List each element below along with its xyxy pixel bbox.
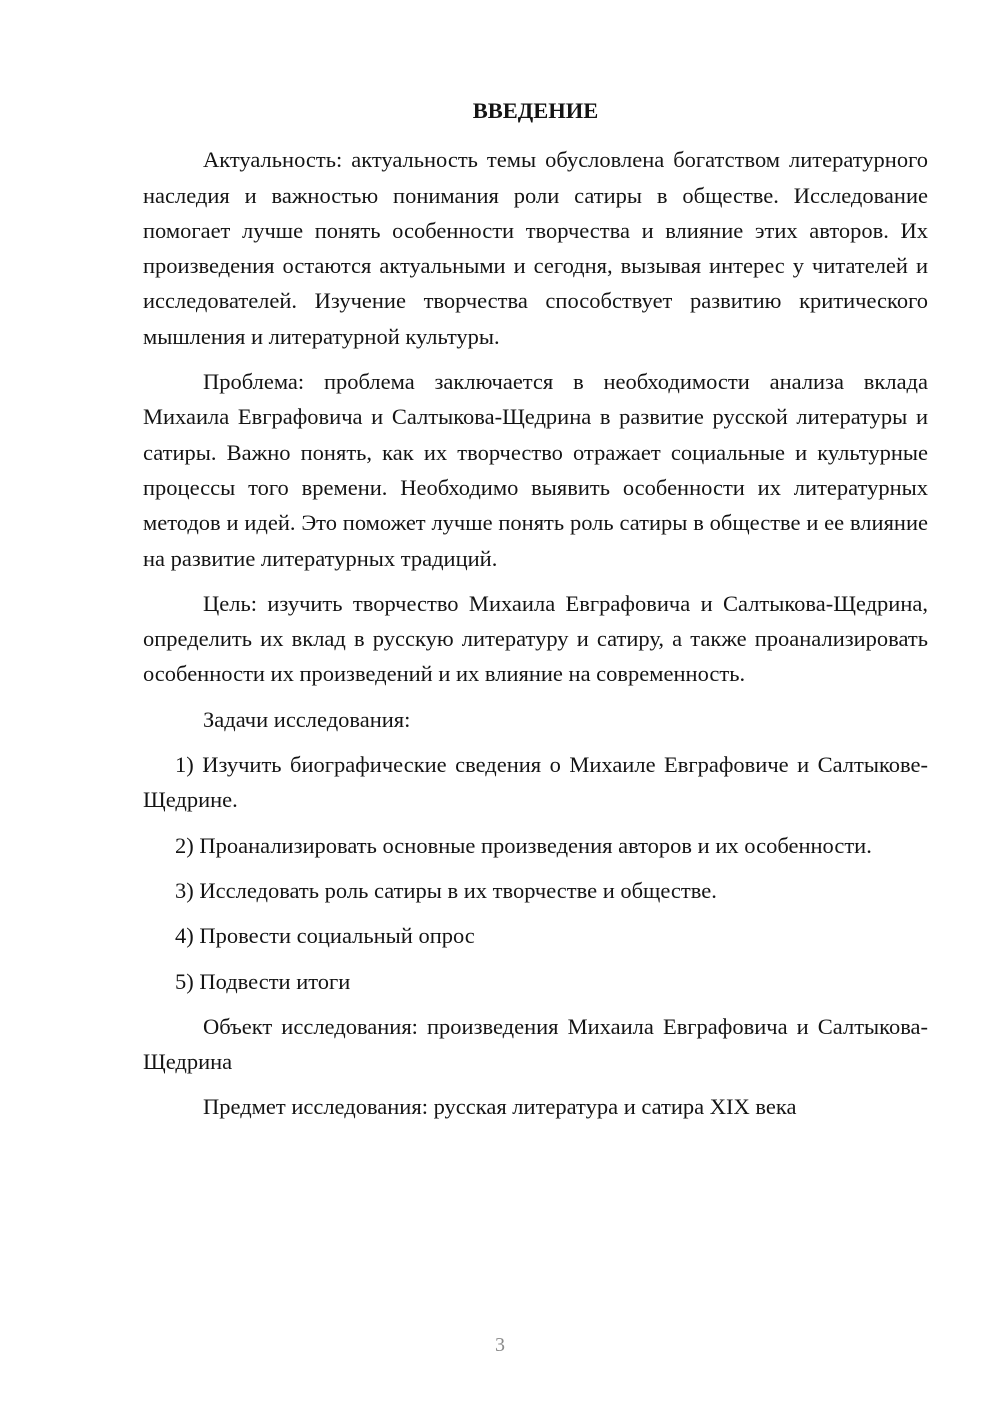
tasks-label: Задачи исследования:: [203, 706, 411, 732]
task-item: 2) Проанализировать основные произведения авторов и их особенности.: [175, 832, 872, 858]
subject-paragraph: Предмет исследования: русская литература и сатира XIX века: [203, 1094, 797, 1120]
problem-paragraph: Проблема: проблема заключается в необходимости анализа вклада Михаила Евграфовича и Салтыкова-Щедрина в развитие русской литературы и сатиры. Важно понять, как их творчество отражает социальные и культурные процессы того времени. Необходимо выявить особенности их литературных методов и идей. Это поможет лучше понять роль сатиры в обществе и ее влияние на развитие литературных традиций.: [143, 369, 928, 571]
relevance-paragraph: Актуальность: актуальность темы обусловлена богатством литературного наследия и важностью понимания роли сатиры в обществе. Исследование помогает лучше понять особенности творчества и влияние этих авторов. Их произведения остаются актуальными и сегодня, вызывая интерес у читателей и исследователей. Изучение творчества способствует развитию критического мышления и литературной культуры.: [143, 147, 928, 349]
page-number: 3: [495, 1334, 505, 1356]
task-item: 4) Провести социальный опрос: [175, 923, 475, 949]
section-title: ВВЕДЕНИЕ: [472, 98, 599, 123]
page-content: [143, 93, 928, 1135]
task-item: 5) Подвести итоги: [175, 968, 351, 994]
task-item: 3) Исследовать роль сатиры в их творчестве и обществе.: [175, 877, 717, 903]
object-paragraph: Объект исследования: произведения Михаила Евграфовича и Салтыкова-Щедрина: [143, 1013, 928, 1075]
task-item: 1) Изучить биографические сведения о Михаиле Евграфовиче и Салтыкове-Щедрине.: [143, 752, 928, 813]
goal-paragraph: Цель: изучить творчество Михаила Евграфовича и Салтыкова-Щедрина, определить их вклад в русскую литературу и сатиру, а также проанализировать особенности их произведений и их влияние на современность.: [143, 590, 928, 687]
